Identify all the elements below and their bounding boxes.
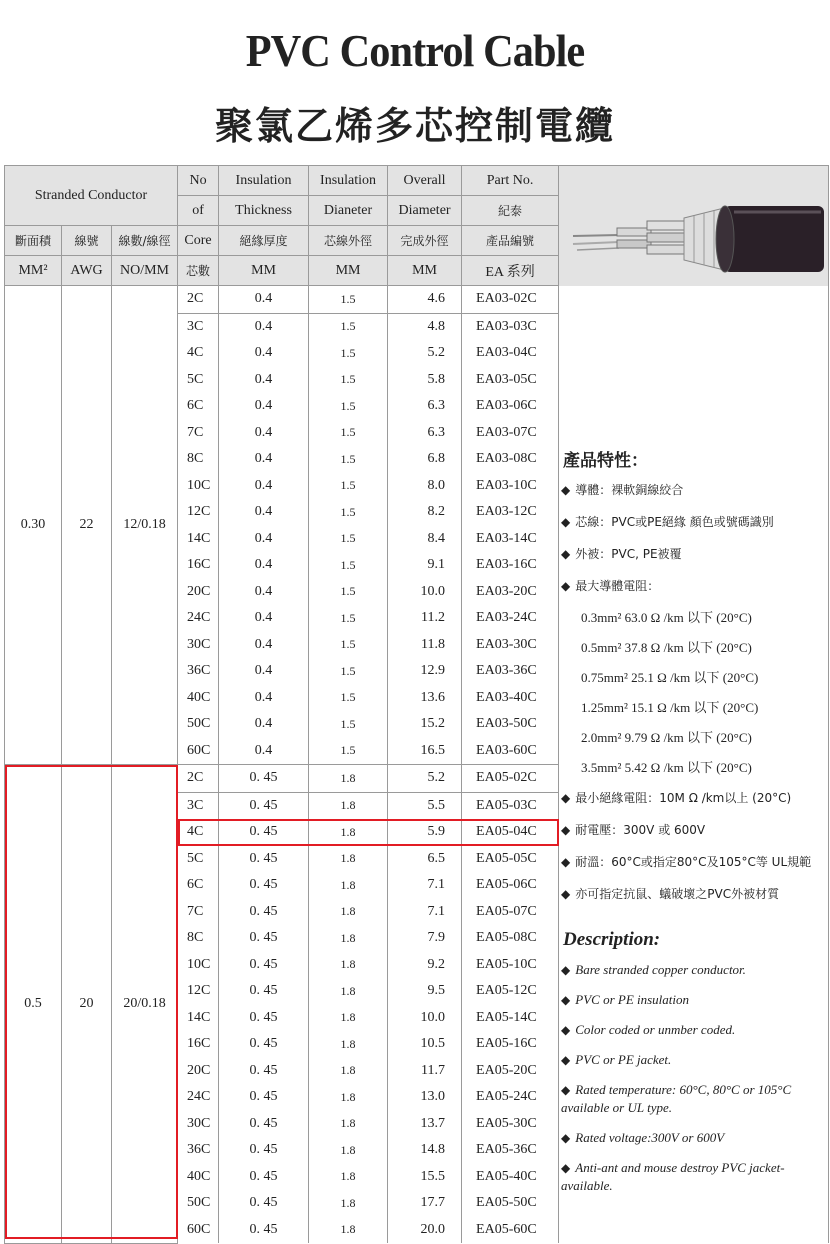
cell-ov: 15.2 <box>388 711 462 738</box>
cell-dia: 1.5 <box>309 420 388 447</box>
description-item <box>561 1081 829 1117</box>
cell-ins: 0.4 <box>219 552 309 579</box>
cell-core: 14C <box>178 1005 219 1032</box>
feature-text: 0.5mm² 37.8 Ω /km 以下 (20°C) <box>581 639 752 655</box>
cell-ov: 6.8 <box>388 446 462 473</box>
cell-core: 16C <box>178 552 219 579</box>
cell-dia: 1.5 <box>309 605 388 632</box>
feature-item <box>561 577 829 595</box>
page-title-zh: 聚氯乙烯多芯控制電纜 <box>214 104 615 148</box>
header-strand-zh: 線數/線徑 <box>112 226 178 256</box>
feature-text: 耐溫：60°C或指定80°C及105°C等 UL規範 <box>575 854 812 869</box>
cell-ins: 0.4 <box>219 340 309 367</box>
cell-dia: 1.5 <box>309 738 388 765</box>
description-item <box>561 1051 829 1069</box>
cell-part: EA03-10C <box>462 473 559 500</box>
cell-core: 60C <box>178 738 219 765</box>
header-ov-unit: MM <box>388 256 462 286</box>
cell-core: 6C <box>178 872 219 899</box>
cell-ins: 0. 45 <box>219 1058 309 1085</box>
cell-dia: 1.5 <box>309 711 388 738</box>
cell-ov: 13.6 <box>388 685 462 712</box>
cell-ins: 0. 45 <box>219 1005 309 1032</box>
cell-dia: 1.8 <box>309 819 388 846</box>
feature-text: 耐電壓：300V 或 600V <box>575 822 706 837</box>
cell-core: 2C <box>178 286 219 314</box>
feature-text: 0.3mm² 63.0 Ω /km 以下 (20°C) <box>581 609 752 625</box>
cell-dia: 1.5 <box>309 340 388 367</box>
cell-core: 3C <box>178 792 219 819</box>
feature-item <box>561 853 829 871</box>
cell-part: EA05-06C <box>462 872 559 899</box>
cell-ins: 0.4 <box>219 393 309 420</box>
cell-core: 10C <box>178 952 219 979</box>
cell-dia: 1.5 <box>309 473 388 500</box>
description-text: PVC or PE jacket. <box>575 1051 672 1067</box>
cell-part: EA03-36C <box>462 658 559 685</box>
cell-core: 14C <box>178 526 219 553</box>
cell-part: EA05-50C <box>462 1190 559 1217</box>
cell-ov: 9.5 <box>388 978 462 1005</box>
cell-part: EA03-60C <box>462 738 559 765</box>
cell-dia: 1.5 <box>309 446 388 473</box>
cell-part: EA03-12C <box>462 499 559 526</box>
feature-text: 亦可指定抗鼠、蟻破壞之PVC外被材質 <box>575 886 780 901</box>
cell-dia: 1.5 <box>309 632 388 659</box>
cell-part: EA05-36C <box>462 1137 559 1164</box>
cell-dia: 1.8 <box>309 952 388 979</box>
features-list <box>559 481 829 903</box>
header-overall: Overall <box>388 166 462 196</box>
cable-photo-icon <box>559 166 829 282</box>
cell-part: EA03-06C <box>462 393 559 420</box>
group-strand: 12/0.18 <box>112 286 178 765</box>
cell-ins: 0. 45 <box>219 899 309 926</box>
cell-dia: 1.8 <box>309 1058 388 1085</box>
cell-ins: 0. 45 <box>219 1217 309 1244</box>
cell-ins: 0.4 <box>219 658 309 685</box>
cell-dia: 1.8 <box>309 925 388 952</box>
description-item <box>561 1021 829 1039</box>
cell-dia: 1.5 <box>309 526 388 553</box>
features-heading: 產品特性： <box>563 450 649 471</box>
cell-core: 30C <box>178 632 219 659</box>
cell-ov: 17.7 <box>388 1190 462 1217</box>
description-text: Rated temperature: 60°C, 80°C or 105°C available or UL type. <box>561 1081 792 1115</box>
cell-dia: 1.5 <box>309 685 388 712</box>
cell-ov: 20.0 <box>388 1217 462 1244</box>
feature-text: 外被：PVC, PE被覆 <box>575 546 682 561</box>
cell-ov: 4.8 <box>388 313 462 340</box>
cell-part: EA03-02C <box>462 286 559 314</box>
cell-core: 4C <box>178 340 219 367</box>
diamond-bullet-icon: ◆ <box>561 1082 571 1097</box>
cell-part: EA05-12C <box>462 978 559 1005</box>
diamond-bullet-icon: ◆ <box>561 790 571 805</box>
cell-dia: 1.5 <box>309 367 388 394</box>
cell-ins: 0. 45 <box>219 819 309 846</box>
cell-core: 5C <box>178 367 219 394</box>
cell-ins: 0. 45 <box>219 1084 309 1111</box>
cell-dia: 1.8 <box>309 872 388 899</box>
cell-part: EA05-07C <box>462 899 559 926</box>
feature-text: 2.0mm² 9.79 Ω /km 以下 (20°C) <box>581 729 752 745</box>
diamond-bullet-icon: ◆ <box>561 546 571 561</box>
diamond-bullet-icon: ◆ <box>561 822 571 837</box>
feature-text: 芯線：PVC或PE絕緣 顏色或號碼識別 <box>575 514 774 529</box>
cell-core: 3C <box>178 313 219 340</box>
feature-text: 最小絕緣電阻：10M Ω /km以上 (20°C) <box>575 790 792 805</box>
cell-part: EA03-30C <box>462 632 559 659</box>
cell-part: EA05-05C <box>462 846 559 873</box>
feature-item <box>561 513 829 531</box>
cell-dia: 1.5 <box>309 579 388 606</box>
cell-dia: 1.8 <box>309 978 388 1005</box>
cell-ov: 8.2 <box>388 499 462 526</box>
cell-ov: 10.0 <box>388 579 462 606</box>
cell-core: 24C <box>178 605 219 632</box>
feature-item <box>561 609 829 627</box>
diamond-bullet-icon: ◆ <box>561 962 571 977</box>
cell-ins: 0. 45 <box>219 1164 309 1191</box>
cell-dia: 1.8 <box>309 899 388 926</box>
header-thickness: Thickness <box>219 196 309 226</box>
cell-part: EA05-08C <box>462 925 559 952</box>
cell-ov: 11.2 <box>388 605 462 632</box>
cell-dia: 1.5 <box>309 552 388 579</box>
cell-ins: 0.4 <box>219 446 309 473</box>
header-area-zh: 斷面積 <box>5 226 62 256</box>
header-dia-zh: 芯線外徑 <box>309 226 388 256</box>
cell-ins: 0.4 <box>219 711 309 738</box>
cell-dia: 1.8 <box>309 1084 388 1111</box>
cell-dia: 1.8 <box>309 792 388 819</box>
cell-ov: 12.9 <box>388 658 462 685</box>
cell-ov: 13.0 <box>388 1084 462 1111</box>
header-of: of <box>178 196 219 226</box>
header-ins-zh: 絕緣厚度 <box>219 226 309 256</box>
cell-ins: 0.4 <box>219 526 309 553</box>
cell-part: EA05-14C <box>462 1005 559 1032</box>
cell-part: EA03-03C <box>462 313 559 340</box>
header-core-unit: 芯數 <box>178 256 219 286</box>
cell-part: EA05-40C <box>462 1164 559 1191</box>
group-awg: 20 <box>62 765 112 1244</box>
cell-ov: 13.7 <box>388 1111 462 1138</box>
header-dia-unit: MM <box>309 256 388 286</box>
feature-item <box>561 759 829 777</box>
cell-part: EA03-08C <box>462 446 559 473</box>
description-text: Bare stranded copper conductor. <box>575 961 746 977</box>
cell-dia: 1.8 <box>309 1190 388 1217</box>
cell-dia: 1.5 <box>309 393 388 420</box>
cell-ins: 0.4 <box>219 286 309 314</box>
cell-ins: 0. 45 <box>219 846 309 873</box>
cell-ins: 0. 45 <box>219 1190 309 1217</box>
cell-ins: 0. 45 <box>219 925 309 952</box>
group-area: 0.30 <box>5 286 62 765</box>
cell-ins: 0.4 <box>219 499 309 526</box>
header-part-no: Part No. <box>462 166 559 196</box>
cell-part: EA05-10C <box>462 952 559 979</box>
cell-ov: 7.1 <box>388 872 462 899</box>
cell-dia: 1.8 <box>309 1111 388 1138</box>
description-text: PVC or PE insulation <box>575 991 690 1007</box>
cell-ins: 0. 45 <box>219 1111 309 1138</box>
cell-ins: 0.4 <box>219 420 309 447</box>
cell-ov: 6.3 <box>388 393 462 420</box>
header-stranded-conductor: Stranded Conductor <box>5 166 178 226</box>
cell-ins: 0.4 <box>219 632 309 659</box>
cell-ins: 0. 45 <box>219 952 309 979</box>
cell-core: 4C <box>178 819 219 846</box>
cell-core: 40C <box>178 1164 219 1191</box>
cell-dia: 1.5 <box>309 313 388 340</box>
cell-dia: 1.8 <box>309 765 388 793</box>
description-text: Color coded or unmber coded. <box>575 1021 736 1037</box>
feature-item <box>561 669 829 687</box>
diamond-bullet-icon: ◆ <box>561 482 571 497</box>
cell-core: 6C <box>178 393 219 420</box>
description-item <box>561 1129 829 1147</box>
cell-dia: 1.8 <box>309 1217 388 1244</box>
cell-ins: 0.4 <box>219 313 309 340</box>
cell-ov: 6.3 <box>388 420 462 447</box>
diamond-bullet-icon: ◆ <box>561 1130 571 1145</box>
cell-ins: 0.4 <box>219 367 309 394</box>
header-insulation-dia: Insulation <box>309 166 388 196</box>
group-area: 0.5 <box>5 765 62 1244</box>
cell-core: 36C <box>178 658 219 685</box>
cell-ov: 6.5 <box>388 846 462 873</box>
cell-part: EA03-50C <box>462 711 559 738</box>
cell-core: 50C <box>178 1190 219 1217</box>
cell-ins: 0. 45 <box>219 872 309 899</box>
cell-dia: 1.5 <box>309 658 388 685</box>
cell-core: 2C <box>178 765 219 793</box>
cell-ov: 15.5 <box>388 1164 462 1191</box>
description-text: Anti-ant and mouse destroy PVC jacket- available. <box>561 1159 785 1193</box>
cell-ov: 4.6 <box>388 286 462 314</box>
header-awg-unit: AWG <box>62 256 112 286</box>
description-heading: Description: <box>563 928 661 950</box>
description-item <box>561 961 829 979</box>
cell-ov: 9.1 <box>388 552 462 579</box>
header-part-unit: EA 系列 <box>462 256 559 286</box>
feature-text: 0.75mm² 25.1 Ω /km 以下 (20°C) <box>581 669 759 685</box>
feature-text: 3.5mm² 5.42 Ω /km 以下 (20°C) <box>581 759 752 775</box>
description-text: Rated voltage:300V or 600V <box>575 1129 725 1145</box>
diamond-bullet-icon: ◆ <box>561 886 571 901</box>
cell-core: 10C <box>178 473 219 500</box>
cable-image-cell <box>559 166 829 286</box>
header-no: No <box>178 166 219 196</box>
cell-ov: 10.0 <box>388 1005 462 1032</box>
header-area-unit: MM² <box>5 256 62 286</box>
cell-part: EA03-16C <box>462 552 559 579</box>
cell-dia: 1.8 <box>309 1137 388 1164</box>
cell-core: 40C <box>178 685 219 712</box>
cell-ov: 10.5 <box>388 1031 462 1058</box>
cell-ins: 0. 45 <box>219 765 309 793</box>
feature-item <box>561 699 829 717</box>
header-strand-unit: NO/MM <box>112 256 178 286</box>
cell-ov: 5.2 <box>388 340 462 367</box>
cell-dia: 1.5 <box>309 286 388 314</box>
cell-ov: 14.8 <box>388 1137 462 1164</box>
feature-item <box>561 481 829 499</box>
cell-ov: 11.8 <box>388 632 462 659</box>
feature-item <box>561 821 829 839</box>
cell-core: 24C <box>178 1084 219 1111</box>
diamond-bullet-icon: ◆ <box>561 514 571 529</box>
cell-core: 50C <box>178 711 219 738</box>
feature-item <box>561 545 829 563</box>
cell-part: EA03-20C <box>462 579 559 606</box>
cell-ov: 9.2 <box>388 952 462 979</box>
cell-core: 5C <box>178 846 219 873</box>
cell-part: EA05-60C <box>462 1217 559 1244</box>
cell-core: 12C <box>178 978 219 1005</box>
diamond-bullet-icon: ◆ <box>561 854 571 869</box>
cell-core: 20C <box>178 1058 219 1085</box>
cell-part: EA03-24C <box>462 605 559 632</box>
table-row <box>5 286 829 314</box>
cell-part: EA03-05C <box>462 367 559 394</box>
cell-part: EA05-30C <box>462 1111 559 1138</box>
cell-dia: 1.8 <box>309 1005 388 1032</box>
cell-part: EA05-03C <box>462 792 559 819</box>
cell-ins: 0.4 <box>219 473 309 500</box>
cell-dia: 1.8 <box>309 1164 388 1191</box>
group-strand: 20/0.18 <box>112 765 178 1244</box>
cell-ins: 0.4 <box>219 605 309 632</box>
cell-dia: 1.8 <box>309 1031 388 1058</box>
cell-part: EA05-20C <box>462 1058 559 1085</box>
feature-text: 最大導體電阻： <box>575 578 660 593</box>
diamond-bullet-icon: ◆ <box>561 992 571 1007</box>
cell-ins: 0. 45 <box>219 1137 309 1164</box>
header-part-zh: 產品編號 <box>462 226 559 256</box>
cell-part: EA03-14C <box>462 526 559 553</box>
spec-table <box>4 165 829 1244</box>
cell-core: 7C <box>178 899 219 926</box>
cell-ov: 5.9 <box>388 819 462 846</box>
cell-part: EA05-04C <box>462 819 559 846</box>
header-core: Core <box>178 226 219 256</box>
header-diameter: Diameter <box>388 196 462 226</box>
cell-ov: 11.7 <box>388 1058 462 1085</box>
page-title-en: PVC Control Cable <box>245 25 585 76</box>
cell-core: 20C <box>178 579 219 606</box>
cell-core: 8C <box>178 925 219 952</box>
cell-part: EA05-16C <box>462 1031 559 1058</box>
header-dianeter: Dianeter <box>309 196 388 226</box>
header-insulation: Insulation <box>219 166 309 196</box>
description-item <box>561 1159 829 1195</box>
cell-part: EA03-07C <box>462 420 559 447</box>
cell-core: 60C <box>178 1217 219 1244</box>
cell-ins: 0. 45 <box>219 978 309 1005</box>
description-list <box>559 961 829 1195</box>
cell-ov: 7.1 <box>388 899 462 926</box>
cell-ins: 0.4 <box>219 738 309 765</box>
diamond-bullet-icon: ◆ <box>561 1160 571 1175</box>
cell-ins: 0. 45 <box>219 1031 309 1058</box>
cell-part: EA03-04C <box>462 340 559 367</box>
feature-item <box>561 639 829 657</box>
cell-ov: 16.5 <box>388 738 462 765</box>
cell-ov: 7.9 <box>388 925 462 952</box>
cell-ins: 0.4 <box>219 685 309 712</box>
cell-part: EA05-02C <box>462 765 559 793</box>
group-awg: 22 <box>62 286 112 765</box>
description-item <box>561 991 829 1009</box>
cell-core: 30C <box>178 1111 219 1138</box>
cell-core: 12C <box>178 499 219 526</box>
header-brand: 紀泰 <box>462 196 559 226</box>
cell-ov: 5.2 <box>388 765 462 793</box>
features-panel <box>559 286 829 1244</box>
cell-ins: 0. 45 <box>219 792 309 819</box>
cell-core: 36C <box>178 1137 219 1164</box>
feature-item <box>561 729 829 747</box>
cell-core: 7C <box>178 420 219 447</box>
cell-part: EA05-24C <box>462 1084 559 1111</box>
cell-dia: 1.8 <box>309 846 388 873</box>
feature-item <box>561 789 829 807</box>
header-awg-zh: 線號 <box>62 226 112 256</box>
cell-part: EA03-40C <box>462 685 559 712</box>
feature-text: 1.25mm² 15.1 Ω /km 以下 (20°C) <box>581 699 759 715</box>
cell-ov: 5.5 <box>388 792 462 819</box>
feature-item <box>561 885 829 903</box>
feature-text: 導體：裸軟銅線絞合 <box>575 482 684 497</box>
cell-ov: 8.4 <box>388 526 462 553</box>
diamond-bullet-icon: ◆ <box>561 1022 571 1037</box>
diamond-bullet-icon: ◆ <box>561 578 571 593</box>
header-ins-unit: MM <box>219 256 309 286</box>
cell-ov: 8.0 <box>388 473 462 500</box>
cell-core: 8C <box>178 446 219 473</box>
cell-ins: 0.4 <box>219 579 309 606</box>
header-ov-zh: 完成外徑 <box>388 226 462 256</box>
cell-core: 16C <box>178 1031 219 1058</box>
cell-ov: 5.8 <box>388 367 462 394</box>
cell-dia: 1.5 <box>309 499 388 526</box>
diamond-bullet-icon: ◆ <box>561 1052 571 1067</box>
